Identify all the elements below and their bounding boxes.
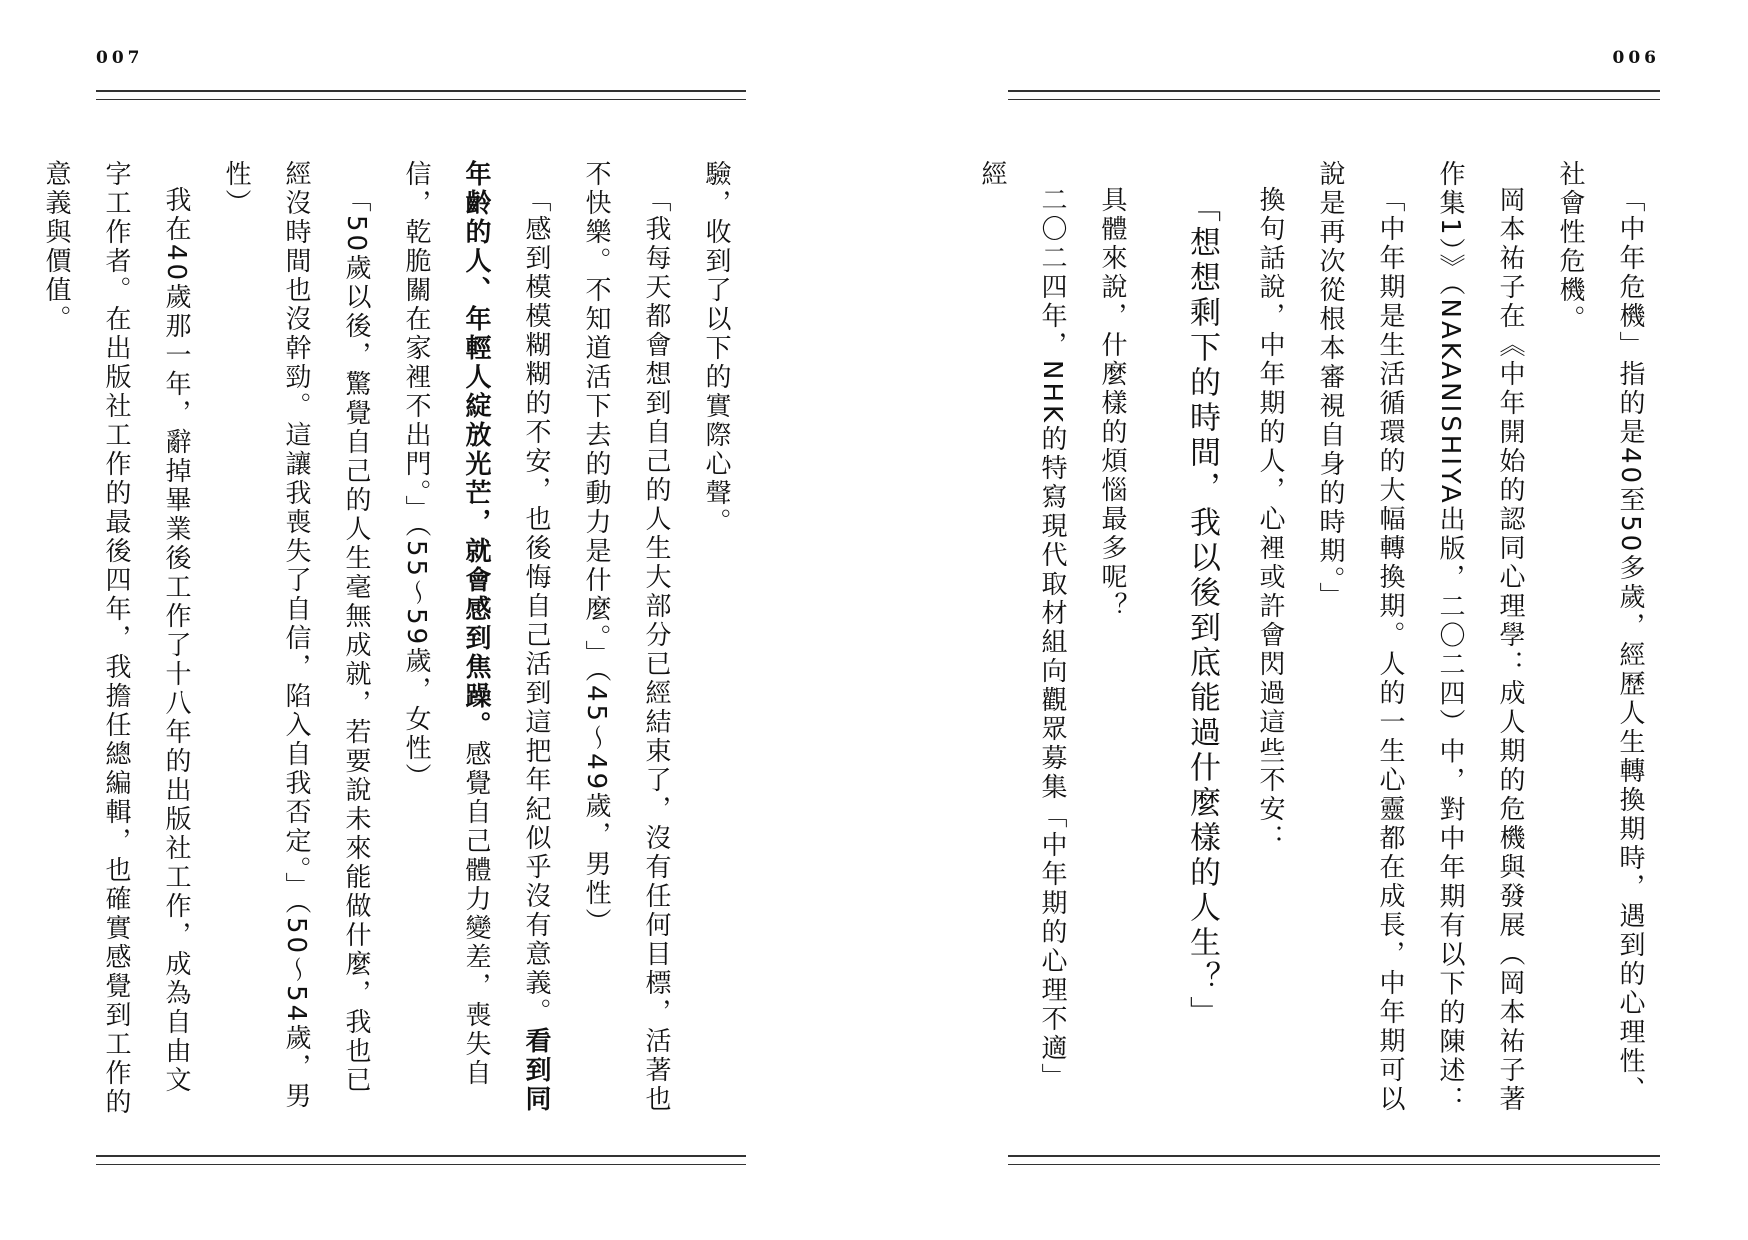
paragraph (962, 160, 1082, 1120)
right-page (977, 0, 1660, 1240)
text-segment: 具體來說，什麼樣的煩惱最多呢？ (1097, 186, 1127, 621)
text-segment: 「我每天都會想到自己的人生大部分已經結束了，沒有任何目標，活著也不快樂。不知道活下去的動力是什麼。」（45～49歲，男性） (581, 160, 671, 1114)
paragraph (1082, 160, 1142, 1120)
header-rule (96, 90, 746, 100)
paragraph (206, 160, 386, 1120)
body-text (41, 160, 746, 1120)
footer-rule (1008, 1155, 1660, 1165)
paragraph (1540, 160, 1660, 1120)
text-segment: 「想想剩下的時間，我以後到底能過什麼樣的人生？」 (1184, 191, 1220, 1031)
text-segment: 岡本祐子在《中年開始的認同心理學：成人期的危機與發展（岡本祐子著作集1）》（NAKANISHIYA出版，二〇二四）中，對中年期有以下的陳述： (1435, 160, 1525, 1115)
paragraph (386, 160, 566, 1120)
text-segment: 驗，收到了以下的實際心聲。 (701, 160, 731, 537)
text-segment: 換句話說，中年期的人，心裡或許會閃過這些不安： (1255, 186, 1285, 853)
text-segment: 感覺自己體力變差，喪失自信，乾脆關在家裡不出門。」（55～59歲，女性） (401, 160, 491, 1088)
text-segment: 我在40歲那一年，辭掉畢業後工作了十八年的出版社工作，成為自由文字工作者。在出版社工作的最後四年，我擔任總編輯，也確實感覺到工作的意義與價值。 (41, 160, 191, 1117)
text-segment: 「中年期是生活循環的大幅轉換期。人的一生心靈都在成長，中年期可以說是再次從根本審視自身的時期。」 (1315, 160, 1405, 1114)
paragraph (1164, 160, 1240, 1120)
text-segment: 「50歲以後，驚覺自己的人生毫無成就，若要說未來能做什麼，我也已經沒時間也沒幹勁。這讓我喪失了自信，陷入自我否定。」（50～54歲，男性） (221, 160, 371, 1112)
page-number: 007 (96, 48, 144, 68)
page-number: 006 (1612, 48, 1660, 68)
text-segment: 「中年危機」指的是40至50多歲，經歷人生轉換期時，遇到的心理性、社會性危機。 (1555, 160, 1645, 1106)
paragraph (686, 160, 746, 1120)
footer-rule (96, 1155, 746, 1165)
paragraph (1420, 160, 1540, 1120)
paragraph (1300, 160, 1420, 1120)
left-page (41, 0, 746, 1240)
paragraph (1240, 160, 1300, 1120)
paragraph (566, 160, 686, 1120)
text-segment: 「感到模模糊糊的不安，也後悔自己活到這把年紀似乎沒有意義。 (521, 186, 551, 1027)
header-rule (1008, 90, 1660, 100)
paragraph (26, 160, 206, 1120)
text-segment: 二〇二四年，NHK的特寫現代取材組向觀眾募集「中年期的心理不適」經 (977, 160, 1067, 1093)
body-text (977, 160, 1660, 1120)
bold-text: 看到同年齡的人、年輕人綻放光芒，就會感到焦躁。 (461, 160, 551, 1114)
